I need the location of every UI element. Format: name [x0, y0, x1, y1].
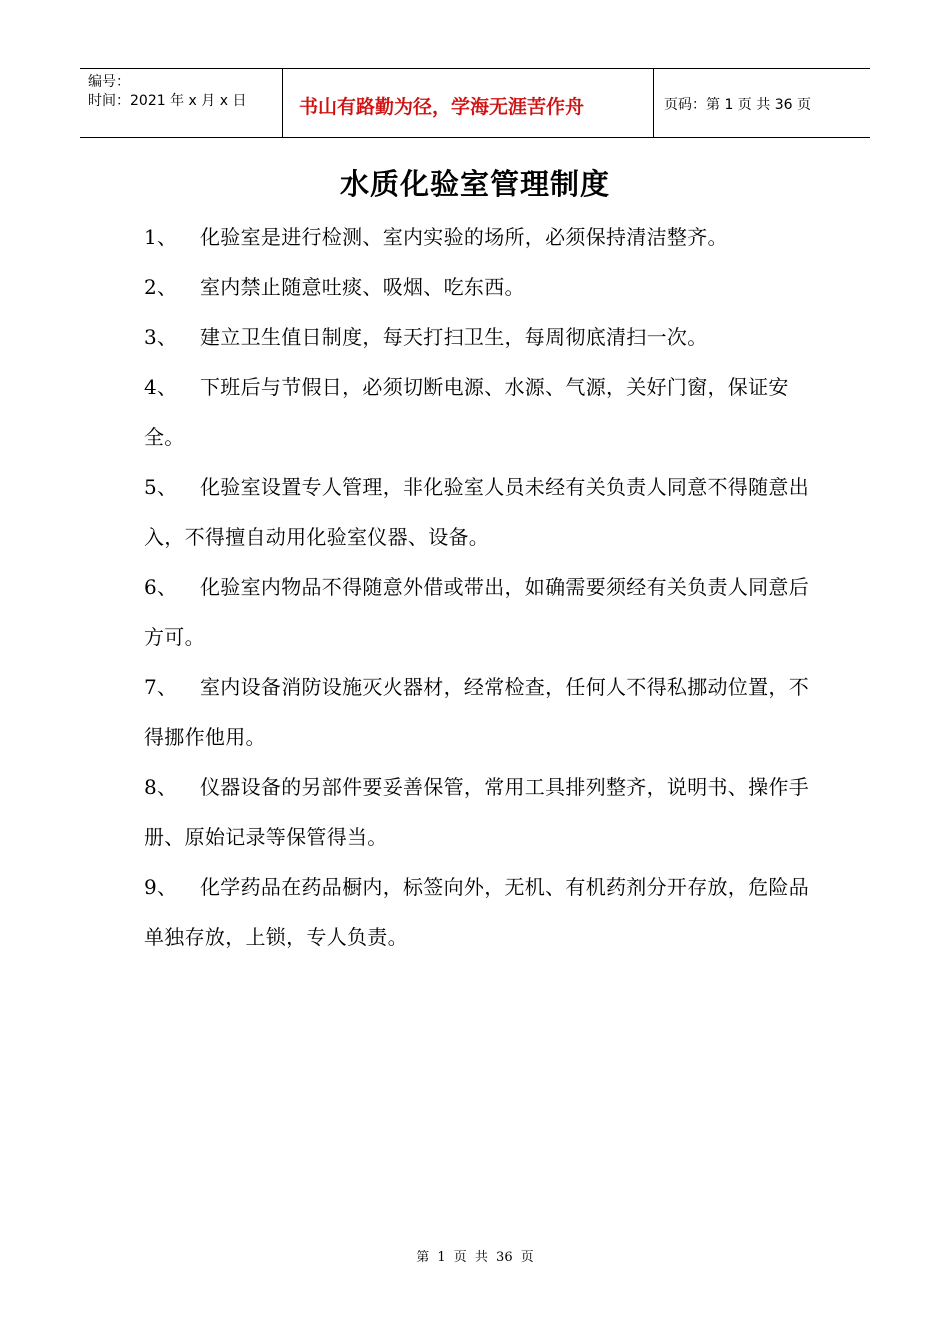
rules-list [144, 212, 812, 962]
header-motto: 书山有路勤为径，学海无涯苦作舟 [282, 69, 654, 137]
header-page-info: 页码：第 1 页 共 36 页 [664, 97, 811, 113]
rule-text: 室内设备消防设施灭火器材，经常检查，任何人不得私挪动位置，不得挪作他用。 [144, 675, 809, 749]
rule-text: 室内禁止随意吐痰、吸烟、吃东西。 [200, 275, 525, 299]
page-header [80, 68, 870, 138]
rule-item [144, 362, 812, 462]
rule-number: 1、 [144, 225, 178, 249]
rule-number: 3、 [144, 325, 178, 349]
rule-number: 9、 [144, 875, 178, 899]
doc-number-label: 编号： [88, 74, 130, 90]
rule-item [144, 562, 812, 662]
rule-number: 2、 [144, 275, 178, 299]
rule-number: 7、 [144, 675, 178, 699]
rule-item [144, 212, 812, 262]
rule-text: 建立卫生值日制度，每天打扫卫生，每周彻底清扫一次。 [200, 325, 708, 349]
rule-text: 化学药品在药品橱内，标签向外，无机、有机药剂分开存放，危险品单独存放，上锁，专人负责。 [144, 875, 809, 949]
rule-text: 化验室内物品不得随意外借或带出，如确需要须经有关负责人同意后方可。 [144, 575, 809, 649]
rule-item [144, 662, 812, 762]
rule-number: 8、 [144, 775, 178, 799]
rule-text: 化验室设置专人管理，非化验室人员未经有关负责人同意不得随意出入，不得擅自动用化验室仪器、设备。 [144, 475, 809, 549]
rule-number: 5、 [144, 475, 178, 499]
rule-text: 仪器设备的另部件要妥善保管，常用工具排列整齐，说明书、操作手册、原始记录等保管得当。 [144, 775, 809, 849]
rule-item [144, 312, 812, 362]
rule-item [144, 862, 812, 962]
rule-text: 化验室是进行检测、室内实验的场所，必须保持清洁整齐。 [200, 225, 728, 249]
document-title: 水质化验室管理制度 [339, 167, 610, 201]
page-footer: 第 1 页 共 36 页 [416, 1250, 534, 1265]
rule-item [144, 762, 812, 862]
rule-number: 4、 [144, 375, 178, 399]
rule-text: 下班后与节假日，必须切断电源、水源、气源，关好门窗，保证安全。 [144, 375, 789, 449]
rule-item [144, 262, 812, 312]
time-label: 时间：2021 年 x 月 x 日 [88, 93, 247, 109]
rule-item [144, 462, 812, 562]
header-meta [80, 69, 282, 137]
rule-number: 6、 [144, 575, 178, 599]
